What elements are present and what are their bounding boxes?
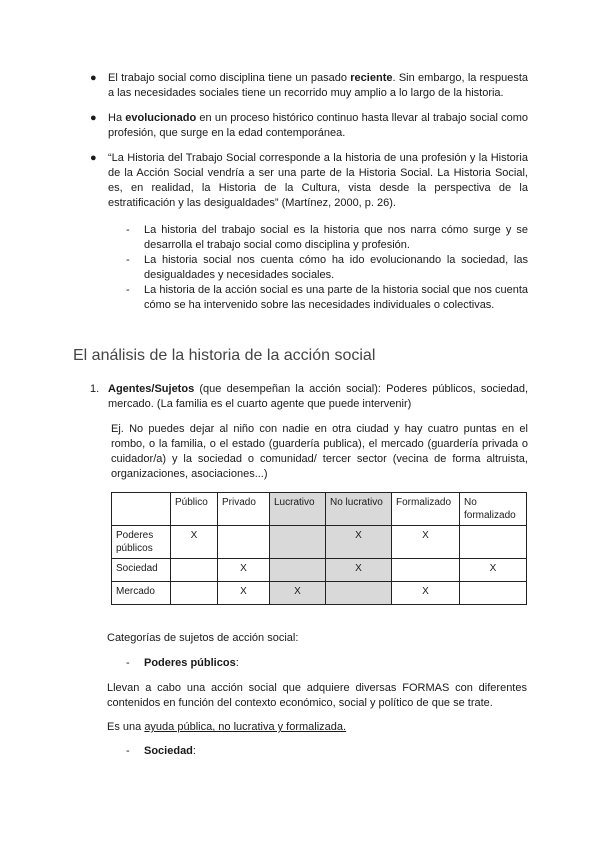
- categories-title: Categorías de sujetos de acción social:: [107, 632, 299, 644]
- dash-marker: -: [126, 745, 130, 757]
- table-cell: [460, 526, 527, 559]
- header-cell: Formalizado: [392, 493, 460, 526]
- table-cell: [171, 559, 218, 582]
- dash-marker: -: [126, 284, 130, 296]
- header-cell: No formalizado: [460, 493, 527, 526]
- bullet-text: en un proceso histórico continuo hasta llevar al trabajo social como profesión, que surge en la edad contemporánea.: [108, 112, 529, 139]
- table-cell: X: [460, 559, 527, 582]
- bullet-dot: ●: [90, 112, 97, 124]
- table-cell: X: [326, 559, 392, 582]
- table-cell: X: [218, 582, 270, 605]
- agents-text: (que desempeñan la acción social): Poderes públicos, sociedad, mercado. (La familia es el cuarto agente que puede intervenir): [108, 383, 528, 410]
- table-cell: X: [326, 526, 392, 559]
- bullet-text: . Sin embargo, la respuesta a las necesidades sociales tiene un recorrido muy amplio a lo largo de la historia.: [108, 72, 528, 99]
- table-cell: [392, 559, 460, 582]
- table-cell: [218, 526, 270, 559]
- table-row: [112, 559, 527, 582]
- table-cell: X: [270, 582, 326, 605]
- bullet-item: [88, 151, 528, 313]
- poderes-subheading: [126, 656, 239, 671]
- poderes-label: Poderes públicos: [144, 657, 236, 669]
- table-row: [112, 582, 527, 605]
- dash-marker: -: [126, 657, 130, 669]
- example-paragraph: Ej. No puedes dejar al niño con nadie en otra ciudad y hay cuatro puntas en el rombo, o la familia, o el estado (guardería publica), el mercado (guardería privada o cuidador/a) y la sociedad o comunidad/ tercer sector (vecina de forma altruista, organizaciones, asociaciones...): [111, 423, 528, 480]
- section-heading: El análisis de la historia de la acción social: [73, 347, 376, 364]
- table-row: [112, 526, 527, 559]
- sub-list-text: La historia del trabajo social es la historia que nos narra cómo surge y se desarrolla el trabajo social como disciplina y profesión.: [144, 224, 528, 251]
- table-cell: [270, 526, 326, 559]
- table-cell: X: [218, 559, 270, 582]
- list-number: 1.: [90, 383, 100, 395]
- header-cell: Lucrativo: [270, 493, 326, 526]
- sociedad-colon: :: [192, 745, 196, 757]
- quote-text: “La Historia del Trabajo Social corresponde a la historia de una profesión y la Historia de la Acción Social vendría a ser una parte de la Historia Social. La Historia Social, es, en realidad, la Historia de la Cultura, vista desde la perspectiva de la estratificación y las desigualdades” (Martínez, 2000, p. 26).: [108, 152, 528, 209]
- bullet-item: [88, 111, 528, 141]
- header-cell: No lucrativo: [326, 493, 392, 526]
- table-cell: [460, 582, 527, 605]
- table-cell: X: [392, 582, 460, 605]
- summary-text: Es una: [107, 721, 145, 733]
- dash-marker: -: [126, 224, 130, 236]
- bullet-text: El trabajo social como disciplina tiene un pasado: [108, 72, 351, 84]
- table-header-row: [112, 493, 527, 526]
- dash-marker: -: [126, 254, 130, 266]
- sub-list-text: La historia de la acción social es una parte de la historia social que nos cuenta cómo se ha intervenido sobre las necesidades individuales o colectivas.: [144, 284, 528, 311]
- header-cell: Privado: [218, 493, 270, 526]
- summary-underlined-text: ayuda pública, no lucrativa y formalizada.: [144, 721, 347, 733]
- bullet-item: [88, 71, 528, 101]
- sociedad-label: Sociedad: [144, 745, 193, 757]
- row-label-cell: Mercado: [112, 582, 171, 605]
- sociedad-subheading: [126, 744, 196, 759]
- bullet-text: Ha: [108, 112, 126, 124]
- agents-item: [90, 382, 528, 412]
- table-cell: [326, 582, 392, 605]
- header-cell-empty: [112, 493, 171, 526]
- table-cell: X: [171, 526, 218, 559]
- sub-list: [108, 223, 528, 313]
- table-cell: X: [392, 526, 460, 559]
- bullet-bold-text: reciente: [350, 72, 393, 84]
- sub-list-item: [126, 223, 528, 253]
- bullet-bold-text: evolucionado: [125, 112, 197, 124]
- sub-list-item: [126, 283, 528, 313]
- header-cell: Público: [171, 493, 218, 526]
- agents-table: [111, 492, 527, 605]
- poderes-summary: [107, 720, 527, 735]
- table-cell: [270, 559, 326, 582]
- intro-bullet-list: [88, 71, 528, 323]
- poderes-description: Llevan a cabo una acción social que adquiere diversas FORMAS con diferentes contenidos en función del contexto económico, social y político de que se trate.: [107, 682, 527, 709]
- row-label-cell: Poderes públicos: [112, 526, 171, 559]
- sub-list-text: La historia social nos cuenta cómo ha ido evolucionando la sociedad, las desigualdades y necesidades sociales.: [144, 254, 528, 281]
- table-cell: [171, 582, 218, 605]
- bullet-dot: ●: [90, 72, 97, 84]
- sub-list-item: [126, 253, 528, 283]
- poderes-colon: :: [235, 657, 239, 669]
- agents-bold-text: Agentes/Sujetos: [108, 383, 195, 395]
- row-label-cell: Sociedad: [112, 559, 171, 582]
- bullet-dot: ●: [90, 152, 97, 164]
